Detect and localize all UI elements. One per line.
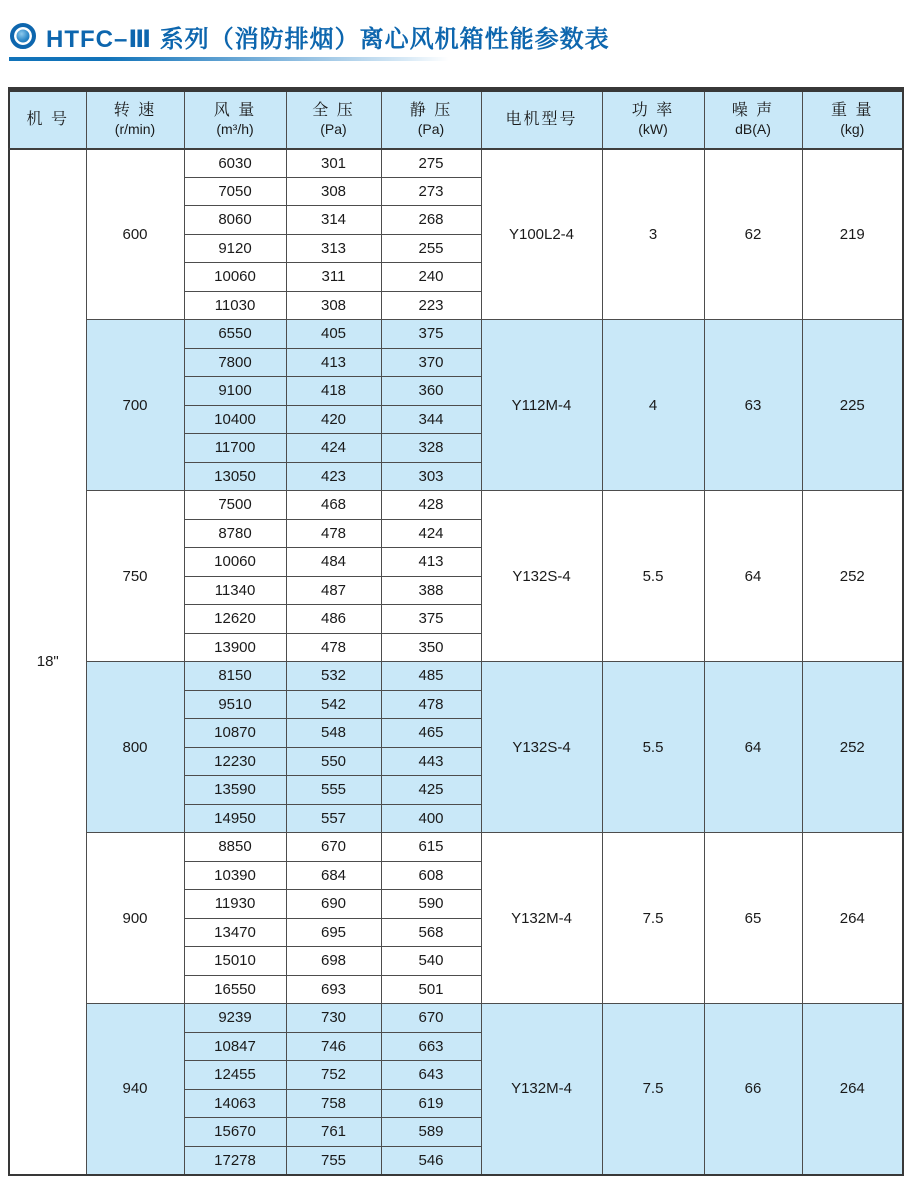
table-row: [9, 320, 903, 349]
header-row: [9, 90, 903, 149]
airflow-cell: 8780: [184, 519, 286, 548]
total-pressure-cell: 468: [286, 491, 381, 520]
static-pressure-cell: 478: [381, 690, 481, 719]
airflow-cell: 10060: [184, 548, 286, 577]
total-pressure-cell: 761: [286, 1118, 381, 1147]
static-pressure-cell: 303: [381, 462, 481, 491]
noise-cell: 64: [704, 491, 802, 662]
total-pressure-cell: 423: [286, 462, 381, 491]
static-pressure-cell: 443: [381, 747, 481, 776]
total-pressure-cell: 301: [286, 149, 381, 178]
airflow-cell: 10870: [184, 719, 286, 748]
airflow-cell: 15010: [184, 947, 286, 976]
total-pressure-cell: 478: [286, 519, 381, 548]
airflow-cell: 10847: [184, 1032, 286, 1061]
static-pressure-cell: 590: [381, 890, 481, 919]
static-pressure-cell: 428: [381, 491, 481, 520]
total-pressure-cell: 684: [286, 861, 381, 890]
static-pressure-cell: 663: [381, 1032, 481, 1061]
total-pressure-cell: 557: [286, 804, 381, 833]
total-pressure-cell: 405: [286, 320, 381, 349]
static-pressure-cell: 388: [381, 576, 481, 605]
motor-model-cell: Y132M-4: [481, 833, 602, 1004]
total-pressure-cell: 313: [286, 234, 381, 263]
static-pressure-cell: 546: [381, 1146, 481, 1175]
power-cell: 3: [602, 149, 704, 320]
weight-cell: 225: [802, 320, 903, 491]
airflow-cell: 6550: [184, 320, 286, 349]
total-pressure-cell: 532: [286, 662, 381, 691]
speed-cell: 800: [86, 662, 184, 833]
col-header-total-pressure: 全 压 (Pa): [286, 90, 381, 149]
power-cell: 7.5: [602, 1004, 704, 1175]
col-header-airflow: 风 量 (m³/h): [184, 90, 286, 149]
speed-cell: 600: [86, 149, 184, 320]
motor-model-cell: Y132S-4: [481, 491, 602, 662]
static-pressure-cell: 223: [381, 291, 481, 320]
total-pressure-cell: 690: [286, 890, 381, 919]
total-pressure-cell: 670: [286, 833, 381, 862]
col-header-machine-no: 机 号: [9, 90, 86, 149]
title-underline: [9, 57, 449, 61]
speed-cell: 700: [86, 320, 184, 491]
total-pressure-cell: 746: [286, 1032, 381, 1061]
weight-cell: 252: [802, 662, 903, 833]
col-header-static-pressure: 静 压 (Pa): [381, 90, 481, 149]
power-cell: 7.5: [602, 833, 704, 1004]
table-row: [9, 1004, 903, 1033]
static-pressure-cell: 375: [381, 605, 481, 634]
airflow-cell: 7050: [184, 177, 286, 206]
weight-cell: 264: [802, 833, 903, 1004]
noise-cell: 62: [704, 149, 802, 320]
col-header-weight: 重 量 (kg): [802, 90, 903, 149]
total-pressure-cell: 413: [286, 348, 381, 377]
motor-model-cell: Y100L2-4: [481, 149, 602, 320]
airflow-cell: 9100: [184, 377, 286, 406]
static-pressure-cell: 589: [381, 1118, 481, 1147]
motor-model-cell: Y132M-4: [481, 1004, 602, 1175]
col-header-power: 功 率 (kW): [602, 90, 704, 149]
weight-cell: 264: [802, 1004, 903, 1175]
total-pressure-cell: 548: [286, 719, 381, 748]
airflow-cell: 11340: [184, 576, 286, 605]
airflow-cell: 8060: [184, 206, 286, 235]
col-header-noise: 噪 声 dB(A): [704, 90, 802, 149]
airflow-cell: 10400: [184, 405, 286, 434]
table-row: [9, 833, 903, 862]
static-pressure-cell: 424: [381, 519, 481, 548]
power-cell: 5.5: [602, 662, 704, 833]
noise-cell: 66: [704, 1004, 802, 1175]
static-pressure-cell: 501: [381, 975, 481, 1004]
power-cell: 5.5: [602, 491, 704, 662]
speed-cell: 900: [86, 833, 184, 1004]
total-pressure-cell: 555: [286, 776, 381, 805]
total-pressure-cell: 752: [286, 1061, 381, 1090]
airflow-cell: 6030: [184, 149, 286, 178]
total-pressure-cell: 478: [286, 633, 381, 662]
static-pressure-cell: 425: [381, 776, 481, 805]
weight-cell: 219: [802, 149, 903, 320]
airflow-cell: 11930: [184, 890, 286, 919]
static-pressure-cell: 400: [381, 804, 481, 833]
motor-model-cell: Y112M-4: [481, 320, 602, 491]
airflow-cell: 9239: [184, 1004, 286, 1033]
static-pressure-cell: 255: [381, 234, 481, 263]
static-pressure-cell: 375: [381, 320, 481, 349]
col-header-motor-model: 电机型号: [481, 90, 602, 149]
airflow-cell: 14063: [184, 1089, 286, 1118]
airflow-cell: 13900: [184, 633, 286, 662]
airflow-cell: 8150: [184, 662, 286, 691]
static-pressure-cell: 370: [381, 348, 481, 377]
static-pressure-cell: 275: [381, 149, 481, 178]
total-pressure-cell: 698: [286, 947, 381, 976]
table-row: [9, 662, 903, 691]
static-pressure-cell: 413: [381, 548, 481, 577]
total-pressure-cell: 758: [286, 1089, 381, 1118]
speed-cell: 940: [86, 1004, 184, 1175]
table-body: [9, 149, 903, 1175]
airflow-cell: 7800: [184, 348, 286, 377]
total-pressure-cell: 424: [286, 434, 381, 463]
table-row: [9, 491, 903, 520]
static-pressure-cell: 240: [381, 263, 481, 292]
total-pressure-cell: 755: [286, 1146, 381, 1175]
static-pressure-cell: 608: [381, 861, 481, 890]
table-header: [9, 90, 903, 149]
total-pressure-cell: 730: [286, 1004, 381, 1033]
total-pressure-cell: 487: [286, 576, 381, 605]
airflow-cell: 9120: [184, 234, 286, 263]
speed-cell: 750: [86, 491, 184, 662]
airflow-cell: 14950: [184, 804, 286, 833]
airflow-cell: 9510: [184, 690, 286, 719]
airflow-cell: 13470: [184, 918, 286, 947]
weight-cell: 252: [802, 491, 903, 662]
total-pressure-cell: 420: [286, 405, 381, 434]
airflow-cell: 16550: [184, 975, 286, 1004]
airflow-cell: 12455: [184, 1061, 286, 1090]
total-pressure-cell: 486: [286, 605, 381, 634]
noise-cell: 64: [704, 662, 802, 833]
airflow-cell: 7500: [184, 491, 286, 520]
static-pressure-cell: 360: [381, 377, 481, 406]
col-header-speed: 转 速 (r/min): [86, 90, 184, 149]
static-pressure-cell: 643: [381, 1061, 481, 1090]
total-pressure-cell: 542: [286, 690, 381, 719]
airflow-cell: 13050: [184, 462, 286, 491]
static-pressure-cell: 619: [381, 1089, 481, 1118]
static-pressure-cell: 344: [381, 405, 481, 434]
noise-cell: 65: [704, 833, 802, 1004]
total-pressure-cell: 695: [286, 918, 381, 947]
static-pressure-cell: 485: [381, 662, 481, 691]
static-pressure-cell: 568: [381, 918, 481, 947]
static-pressure-cell: 670: [381, 1004, 481, 1033]
airflow-cell: 12620: [184, 605, 286, 634]
total-pressure-cell: 484: [286, 548, 381, 577]
page-title: HTFC–Ⅲ 系列（消防排烟）离心风机箱性能参数表: [46, 25, 610, 53]
static-pressure-cell: 615: [381, 833, 481, 862]
total-pressure-cell: 308: [286, 177, 381, 206]
fan-performance-table: [8, 87, 904, 1176]
static-pressure-cell: 350: [381, 633, 481, 662]
static-pressure-cell: 268: [381, 206, 481, 235]
static-pressure-cell: 540: [381, 947, 481, 976]
airflow-cell: 11030: [184, 291, 286, 320]
motor-model-cell: Y132S-4: [481, 662, 602, 833]
airflow-cell: 15670: [184, 1118, 286, 1147]
total-pressure-cell: 550: [286, 747, 381, 776]
static-pressure-cell: 465: [381, 719, 481, 748]
power-cell: 4: [602, 320, 704, 491]
static-pressure-cell: 273: [381, 177, 481, 206]
airflow-cell: 17278: [184, 1146, 286, 1175]
machine-no-cell: 18": [9, 149, 86, 1175]
total-pressure-cell: 314: [286, 206, 381, 235]
total-pressure-cell: 418: [286, 377, 381, 406]
noise-cell: 63: [704, 320, 802, 491]
airflow-cell: 10390: [184, 861, 286, 890]
airflow-cell: 10060: [184, 263, 286, 292]
airflow-cell: 8850: [184, 833, 286, 862]
bullseye-icon: [10, 23, 36, 49]
airflow-cell: 12230: [184, 747, 286, 776]
table-row: [9, 149, 903, 178]
static-pressure-cell: 328: [381, 434, 481, 463]
total-pressure-cell: 308: [286, 291, 381, 320]
total-pressure-cell: 311: [286, 263, 381, 292]
total-pressure-cell: 693: [286, 975, 381, 1004]
page-title-row: [8, 18, 902, 54]
airflow-cell: 11700: [184, 434, 286, 463]
airflow-cell: 13590: [184, 776, 286, 805]
